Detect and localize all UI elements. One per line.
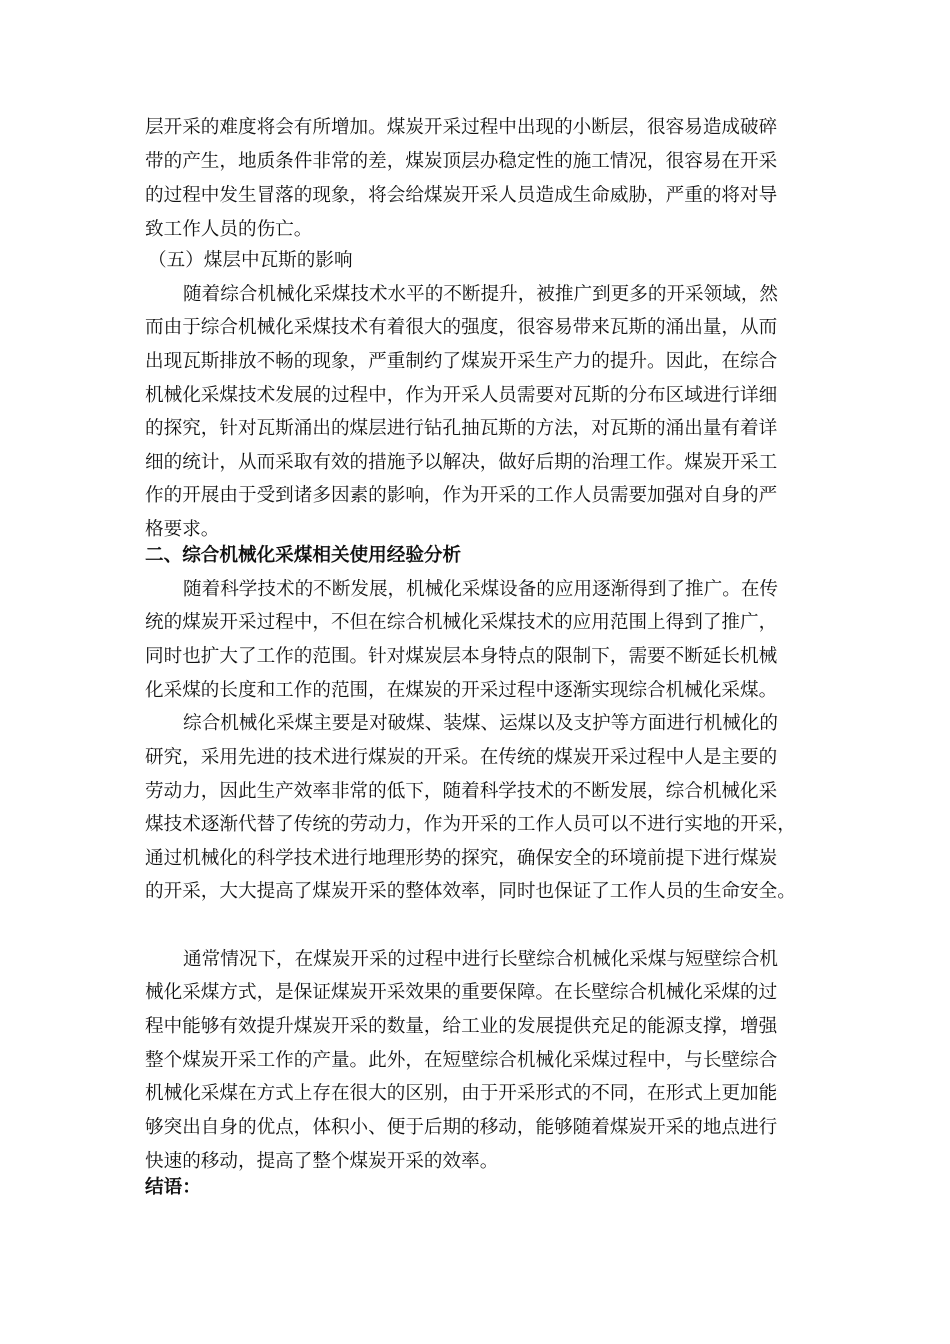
section-heading: 二、综合机械化采煤相关使用经验分析 [145, 545, 462, 566]
text-line: 综合机械化采煤主要是对破煤、装煤、运煤以及支护等方面进行机械化的 [183, 713, 779, 734]
text-line: 的探究，针对瓦斯涌出的煤层进行钻孔抽瓦斯的方法，对瓦斯的涌出量有着详 [145, 418, 778, 439]
text-line: 快速的移动，提高了整个煤炭开采的效率。 [145, 1151, 499, 1172]
text-line: 程中能够有效提升煤炭开采的数量，给工业的发展提供充足的能源支撑，增强 [145, 1016, 778, 1037]
text-line: 随着综合机械化采煤技术水平的不断提升，被推广到更多的开采领域，然 [183, 284, 779, 305]
text-line: 煤技术逐渐代替了传统的劳动力，作为开采的工作人员可以不进行实地的开采， [145, 814, 796, 835]
text-line: 细的统计，从而采取有效的措施予以解决，做好后期的治理工作。煤炭开采工 [145, 452, 778, 473]
text-line: 通常情况下，在煤炭开采的过程中进行长壁综合机械化采煤与短壁综合机 [183, 949, 779, 970]
text-line: 同时也扩大了工作的范围。针对煤炭层本身特点的限制下，需要不断延长机械 [145, 646, 778, 667]
text-line: 而由于综合机械化采煤技术有着很大的强度，很容易带来瓦斯的涌出量，从而 [145, 317, 778, 338]
text-line: 研究，采用先进的技术进行煤炭的开采。在传统的煤炭开采过程中人是主要的 [145, 747, 778, 768]
text-line: 随着科学技术的不断发展，机械化采煤设备的应用逐渐得到了推广。在传 [183, 579, 779, 600]
text-line: 通过机械化的科学技术进行地理形势的探究，确保安全的环境前提下进行煤炭 [145, 848, 778, 869]
text-line: 劳动力，因此生产效率非常的低下，随着科学技术的不断发展，综合机械化采 [145, 781, 778, 802]
text-line: 化采煤的长度和工作的范围，在煤炭的开采过程中逐渐实现综合机械化采煤。 [145, 680, 778, 701]
text-line: 够突出自身的优点，体积小、便于后期的移动，能够随着煤炭开采的地点进行 [145, 1117, 778, 1138]
text-line: 致工作人员的伤亡。 [145, 219, 313, 240]
text-line: 的过程中发生冒落的现象，将会给煤炭开采人员造成生命威胁，严重的将对导 [145, 185, 778, 206]
text-line: 械化采煤方式，是保证煤炭开采效果的重要保障。在长壁综合机械化采煤的过 [145, 982, 778, 1003]
text-line: 出现瓦斯排放不畅的现象，严重制约了煤炭开采生产力的提升。因此，在综合 [145, 351, 778, 372]
text-line: 作的开展由于受到诸多因素的影响，作为开采的工作人员需要加强对自身的严 [145, 485, 778, 506]
text-line: 格要求。 [145, 519, 220, 540]
text-line: 整个煤炭开采工作的产量。此外，在短壁综合机械化采煤过程中，与长壁综合 [145, 1050, 778, 1071]
conclusion-heading: 结语： [145, 1177, 201, 1198]
text-line: 机械化采煤在方式上存在很大的区别，由于开采形式的不同，在形式上更加能 [145, 1083, 778, 1104]
text-line: 层开采的难度将会有所增加。煤炭开采过程中出现的小断层，很容易造成破碎 [145, 117, 778, 138]
text-line: 统的煤炭开采过程中，不但在综合机械化采煤技术的应用范围上得到了推广， [145, 612, 778, 633]
text-line: 带的产生，地质条件非常的差，煤炭顶层办稳定性的施工情况，很容易在开采 [145, 151, 778, 172]
text-line: 机械化采煤技术发展的过程中，作为开采人员需要对瓦斯的分布区域进行详细 [145, 385, 778, 406]
text-line: 的开采，大大提高了煤炭开采的整体效率，同时也保证了工作人员的生命安全。 [145, 881, 796, 902]
subheading-gas-influence: （五）煤层中瓦斯的影响 [148, 250, 353, 271]
